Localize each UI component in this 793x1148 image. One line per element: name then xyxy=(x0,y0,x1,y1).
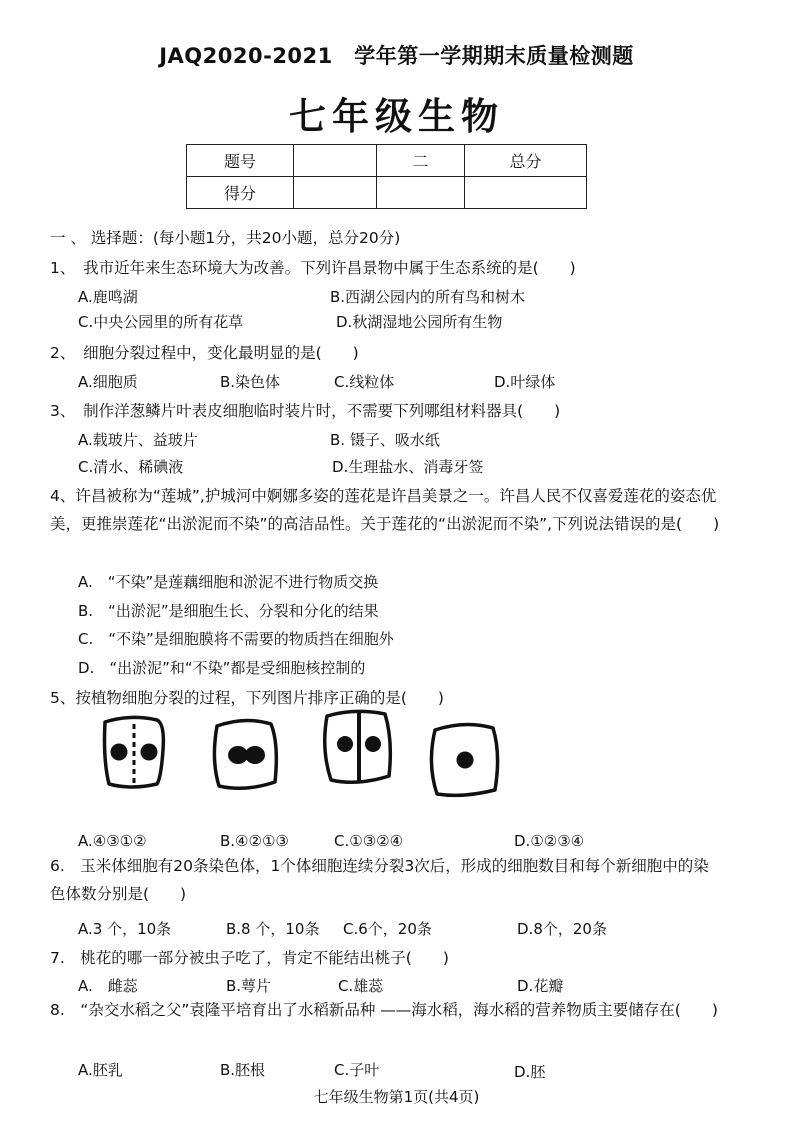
q6-option-b: B.8 个，10条 xyxy=(226,920,320,938)
q6-option-a: A.3 个，10条 xyxy=(78,920,172,938)
page-footer: 七年级生物第1页(共4页) xyxy=(313,1088,480,1106)
question-6: 6. 玉米体细胞有20条染色体，1个体细胞连续分裂3次后，形成的细胞数目和每个新细胞中的染色体数分别是( ) xyxy=(50,857,709,903)
section-heading: 一 、 选择题：(每小题1分，共20小题，总分20分) xyxy=(50,229,401,247)
score-table xyxy=(186,144,587,209)
q4-option-a: A. “不染”是莲藕细胞和淤泥不进行物质交换 xyxy=(78,573,379,591)
q2-option-a: A.细胞质 xyxy=(78,373,138,391)
q7-option-b: B.萼片 xyxy=(226,977,272,995)
q5-option-a: A.④③①② xyxy=(78,832,147,850)
cell-2-nucleus-waist xyxy=(238,750,255,760)
cell-division-figure xyxy=(95,700,515,810)
table-cell xyxy=(294,145,377,177)
q8-option-b: B.胚根 xyxy=(220,1061,266,1079)
cell-1-nucleus-right xyxy=(141,744,158,761)
q6-option-d: D.8个，20条 xyxy=(517,920,607,938)
q1-option-a: A.鹿鸣湖 xyxy=(78,288,138,306)
exam-title: JAQ2020-2021 学年第一学期期末质量检测题 xyxy=(159,44,634,68)
table-row xyxy=(187,177,587,209)
q4-option-b: B. “出淤泥”是细胞生长、分裂和分化的结果 xyxy=(78,602,379,620)
q3-option-c: C.清水、稀碘液 xyxy=(78,458,184,476)
table-cell: 题号 xyxy=(187,145,294,177)
q7-option-d: D.花瓣 xyxy=(517,977,564,995)
q7-option-c: C.雄蕊 xyxy=(338,977,384,995)
table-cell xyxy=(465,177,587,209)
question-5: 5、按植物细胞分裂的过程，下列图片排序正确的是( ) xyxy=(50,689,444,707)
q5-option-d: D.①②③④ xyxy=(514,832,585,850)
question-1: 1、 我市近年来生态环境大为改善。下列许昌景物中属于生态系统的是( ) xyxy=(50,259,576,277)
q2-option-b: B.染色体 xyxy=(220,373,281,391)
q2-option-c: C.线粒体 xyxy=(334,373,395,391)
q5-option-b: B.④②①③ xyxy=(220,832,289,850)
table-cell: 二 xyxy=(377,145,465,177)
table-cell xyxy=(294,177,377,209)
q1-option-c: C.中央公园里的所有花草 xyxy=(78,313,244,331)
q1-option-d: D.秋湖湿地公园所有生物 xyxy=(336,313,503,331)
q8-option-d: D.胚 xyxy=(514,1063,546,1081)
q6-option-c: C.6个，20条 xyxy=(343,920,432,938)
q8-option-c: C.子叶 xyxy=(334,1061,380,1079)
table-cell: 总分 xyxy=(465,145,587,177)
cell-4-nucleus xyxy=(457,752,474,769)
q3-option-b: B. 镊子、吸水纸 xyxy=(330,431,440,449)
cell-1-nucleus-left xyxy=(111,744,128,761)
q3-option-a: A.载玻片、益玻片 xyxy=(78,431,198,449)
q8-option-a: A.胚乳 xyxy=(78,1061,123,1079)
table-cell: 得分 xyxy=(187,177,294,209)
question-4: 4、许昌被称为“莲城”,护城河中婀娜多姿的莲花是许昌美景之一。许昌人民不仅喜爱莲花的姿态优美，更推崇莲花“出淤泥而不染”的高洁品性。关于莲花的“出淤泥而不染”,下列说法错误的是( ) xyxy=(50,487,720,533)
q4-option-c: C. “不染”是细胞膜将不需要的物质挡在细胞外 xyxy=(78,630,394,648)
table-cell xyxy=(377,177,465,209)
question-2: 2、 细胞分裂过程中，变化最明显的是( ) xyxy=(50,344,359,362)
q1-option-b: B.西湖公园内的所有鸟和树木 xyxy=(330,288,526,306)
q4-option-d: D. “出淤泥”和“不染”都是受细胞核控制的 xyxy=(78,659,366,677)
q7-option-a: A. 雌蕊 xyxy=(78,977,138,995)
question-8: 8. “杂交水稻之父”袁隆平培育出了水稻新品种 ——海水稻，海水稻的营养物质主要储存在( ) xyxy=(50,1001,718,1019)
q5-option-c: C.①③②④ xyxy=(334,832,404,850)
table-row xyxy=(187,145,587,177)
subject-title: 七年级生物 xyxy=(289,94,504,138)
question-7: 7. 桃花的哪一部分被虫子吃了，肯定不能结出桃子( ) xyxy=(50,949,449,967)
q2-option-d: D.叶绿体 xyxy=(494,373,556,391)
question-3: 3、 制作洋葱鳞片叶表皮细胞临时装片时，不需要下列哪组材料器具( ) xyxy=(50,402,561,420)
cell-3-nucleus-left xyxy=(337,736,353,752)
q3-option-d: D.生理盐水、消毒牙签 xyxy=(332,458,484,476)
cell-3-nucleus-right xyxy=(365,736,381,752)
